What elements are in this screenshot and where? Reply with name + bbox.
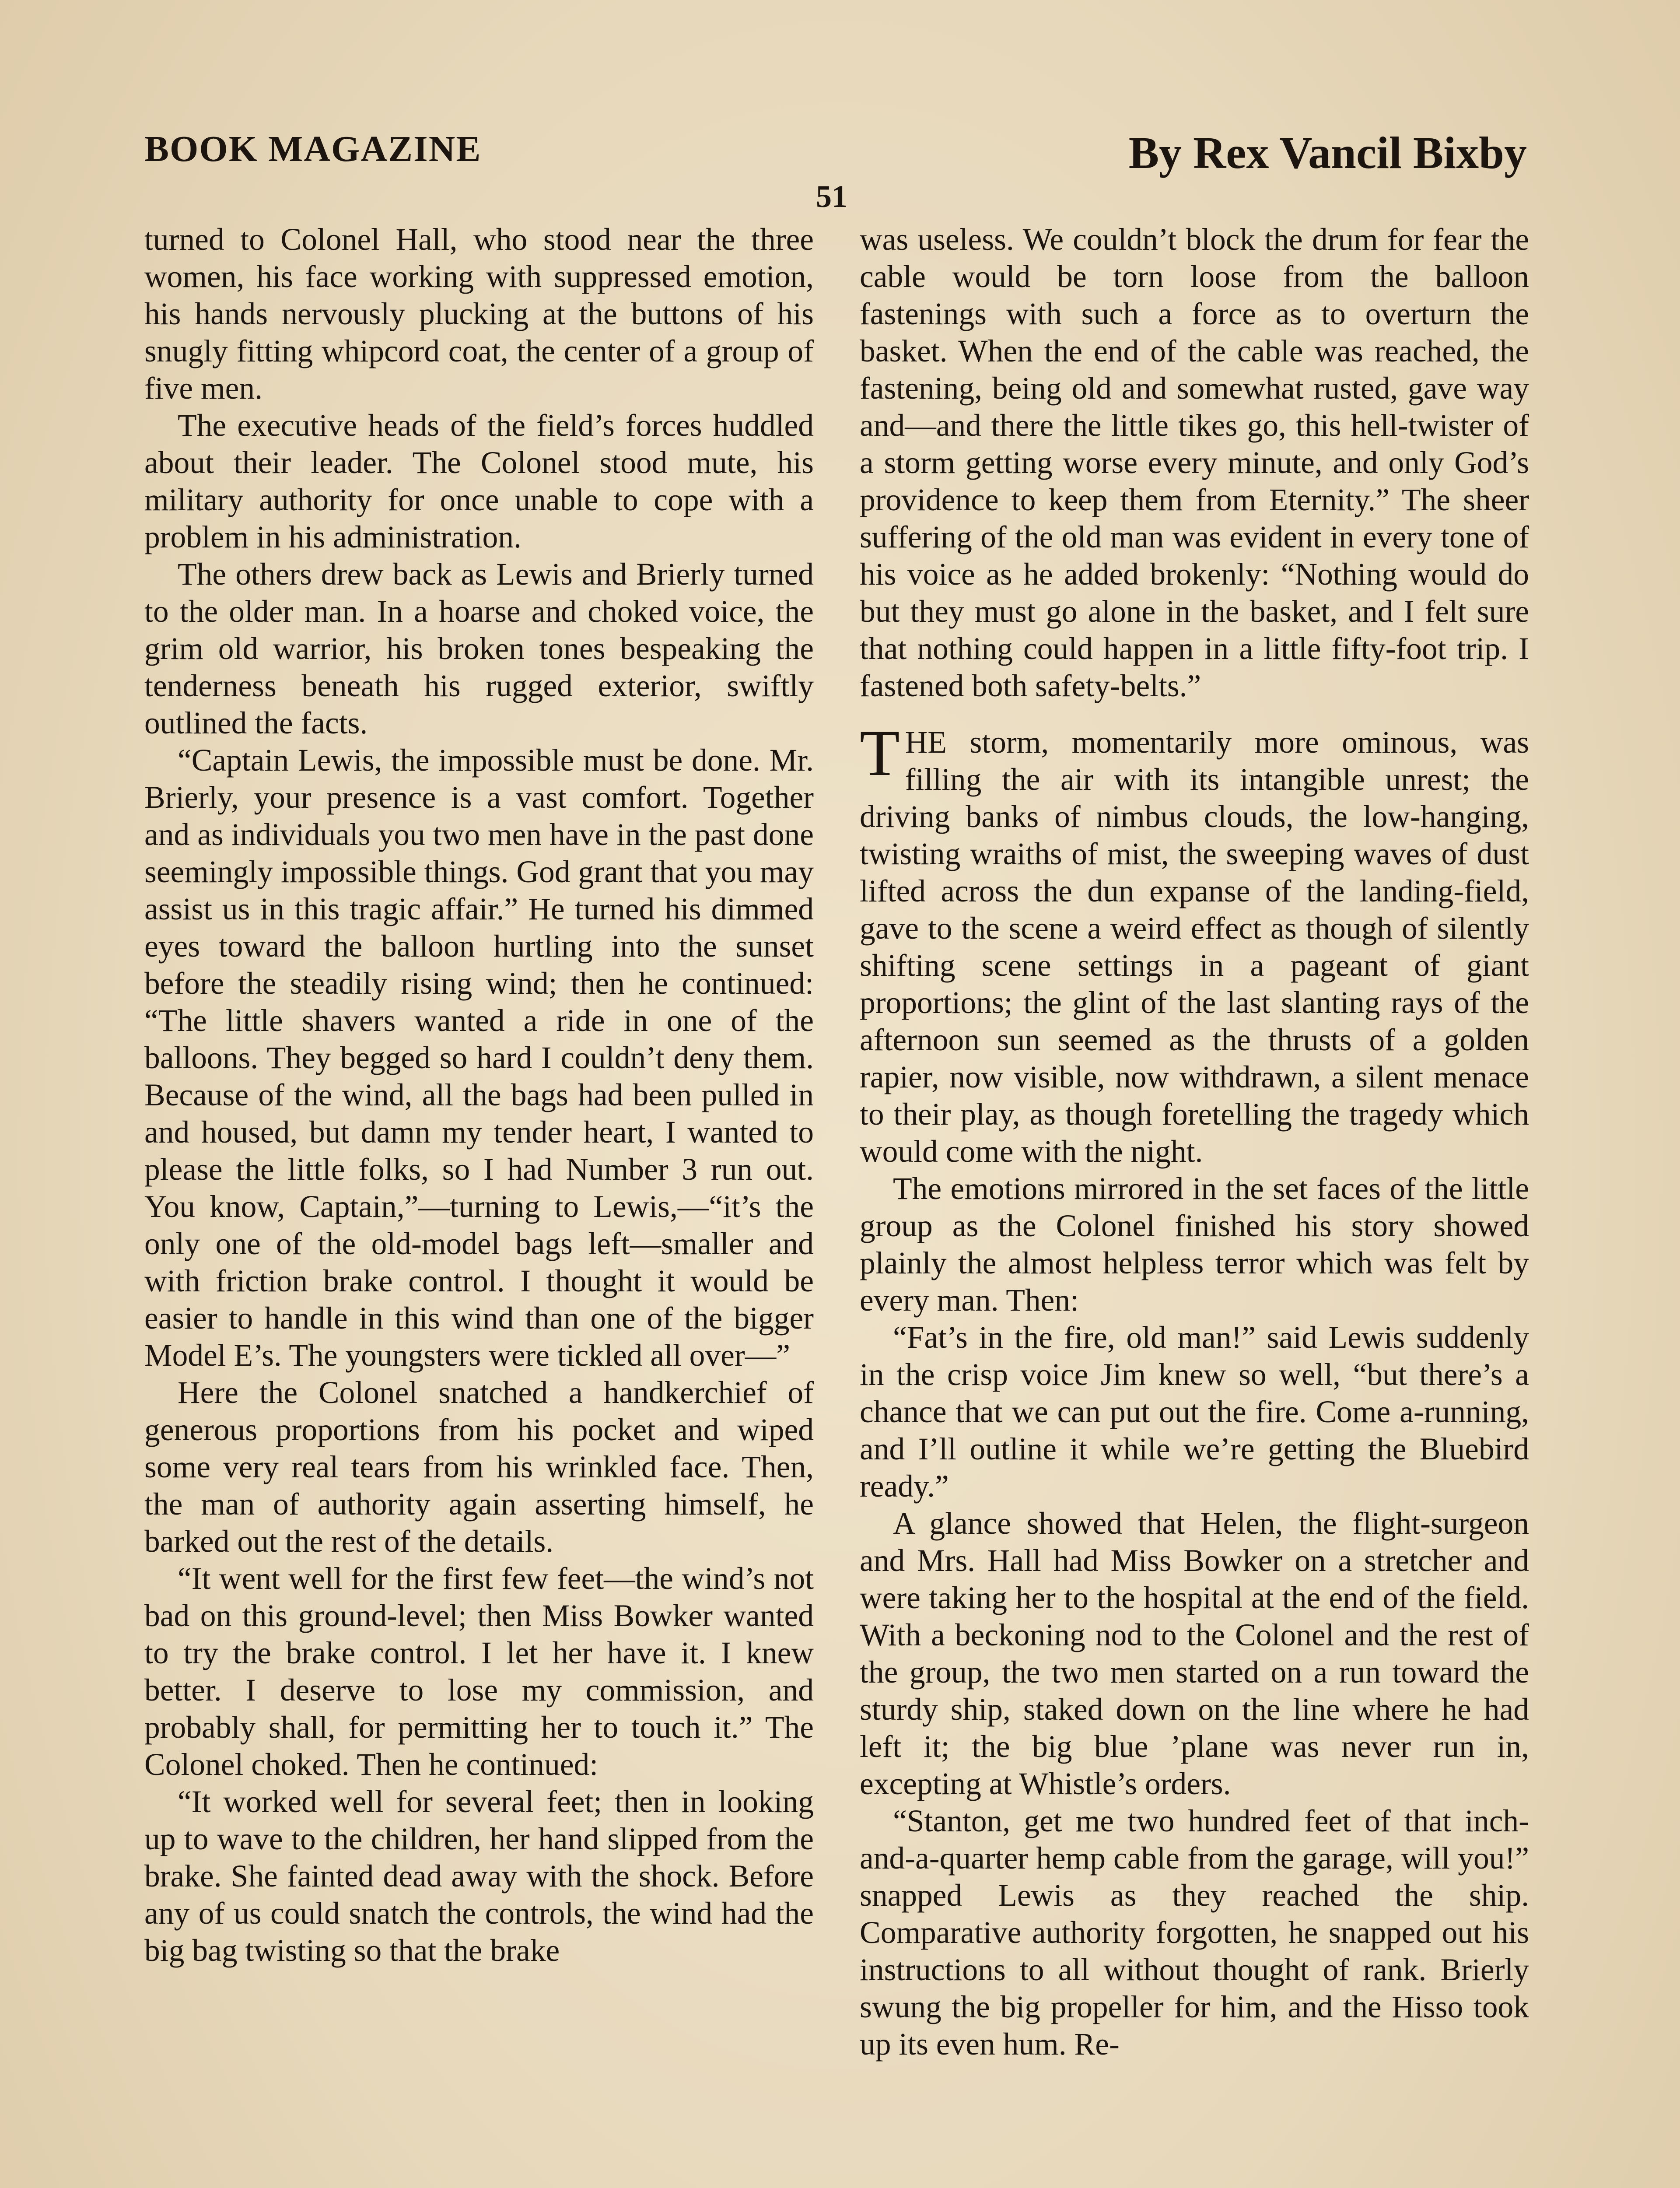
paragraph: turned to Colonel Hall, who stood near the three women, his face working with suppressed emotion, his hands nervously plucking at the buttons of his snugly fitting whipcord coat, the center of a group of five men.: [144, 222, 814, 406]
paragraph: “It worked well for several feet; then in looking up to wave to the children, her hand slipped from the brake. She fainted dead away with the shock. Before any of us could snatch the controls, the wind had the big bag twisting so that the brake: [144, 1785, 814, 1968]
paragraph: The emotions mirrored in the set faces of the little group as the Colonel finished his story showed plainly the almost helpless terror which was felt by every man. Then:: [860, 1171, 1529, 1318]
paragraph: “It went well for the first few feet—the wind’s not bad on this ground-level; then Miss Bowker wanted to try the brake control. I let her have it. I knew better. I deserve to lose my commission, and probably shall, for permitting her to touch it.” The Colonel choked. Then he continued:: [144, 1561, 814, 1782]
paragraph: A glance showed that Helen, the flight-surgeon and Mrs. Hall had Miss Bowker on a stretcher and were taking her to the hospital at the end of the field. With a beckoning nod to the Colonel and the rest of the group, the two men started on a run toward the sturdy ship, staked down on the line where he had left it; the big blue ’plane was never run in, excepting at Whistle’s orders.: [860, 1506, 1529, 1801]
paragraph: The executive heads of the field’s forces huddled about their leader. The Colonel stood mute, his military authority for once unable to cope with a problem in his administration.: [144, 408, 814, 554]
running-header-author: By Rex Vancil Bixby: [1128, 128, 1527, 178]
paragraph: “Stanton, get me two hundred feet of that inch-and-a-quarter hemp cable from the garage, will you!” snapped Lewis as they reached the ship. Comparative authority forgotten, he snapped out his instructions to all without thought of rank. Brierly swung the big propeller for him, and the Hisso took up its even hum. Re-: [860, 1804, 1529, 2062]
paragraph: The others drew back as Lewis and Brierly turned to the older man. In a hoarse and choked voice, the grim old warrior, his broken tones bespeaking the tenderness beneath his rugged exterior, swiftly outlined the facts.: [144, 557, 814, 740]
paragraph: Here the Colonel snatched a handkerchief of generous proportions from his pocket and wiped some very real tears from his wrinkled face. Then, the man of authority again asserting himself, he barked out the rest of the details.: [144, 1375, 814, 1559]
text-column-left: [144, 221, 814, 1969]
paragraph: “Fat’s in the fire, old man!” said Lewis suddenly in the crisp voice Jim knew so well, “but there’s a chance that we can put out the fire. Come a-running, and I’ll outline it while we’re getting the Bluebird ready.”: [860, 1320, 1529, 1504]
paragraph: “Captain Lewis, the impossible must be done. Mr. Brierly, your presence is a vast comfort. Together and as individuals you two men have in the past done seemingly impossible things. God grant that you may assist us in this tragic affair.” He turned his dimmed eyes toward the balloon hurtling into the sunset before the steadily rising wind; then he continued: “The little shavers wanted a ride in one of the balloons. They begged so hard I couldn’t deny them. Because of the wind, all the bags had been pulled in and housed, but damn my tender heart, I wanted to please the little folks, so I had Number 3 run out. You know, Captain,”—turning to Lewis,—“it’s the only one of the old-model bags left—smaller and with friction brake control. I thought it would be easier to handle in this wind than one of the bigger Model E’s. The youngsters were tickled all over—”: [144, 743, 814, 1373]
page-number: 51: [816, 179, 847, 214]
paragraph: was useless. We couldn’t block the drum for fear the cable would be torn loose from the balloon fastenings with such a force as to overturn the basket. When the end of the cable was reached, the fastening, being old and somewhat rusted, gave way and—and there the little tikes go, this hell-twister of a storm getting worse every minute, and only God’s providence to keep them from Eternity.” The sheer suffering of the old man was evident in every tone of his voice as he added brokenly: “Nothing would do but they must go alone in the basket, and I felt sure that nothing could happen in a little fifty-foot trip. I fastened both safety-belts.”: [860, 222, 1529, 703]
drop-cap: T: [860, 717, 900, 789]
text-column-right: [860, 221, 1529, 2063]
running-header-left: BOOK MAGAZINE: [144, 129, 482, 169]
section-opening-paragraph: [860, 717, 1529, 1170]
paragraph-text: HE storm, momentarily more ominous, was filling the air with its intangible unrest; the driving banks of nimbus clouds, the low-hanging, twisting wraiths of mist, the sweeping waves of dust lifted across the dun expanse of the landing-field, gave to the scene a weird effect as though of silently shifting scene settings in a pageant of giant proportions; the glint of the last slanting rays of the afternoon sun seemed as the thrusts of a golden rapier, now visible, now withdrawn, a silent menace to their play, as though foretelling the tragedy which would come with the night.: [860, 725, 1529, 1169]
